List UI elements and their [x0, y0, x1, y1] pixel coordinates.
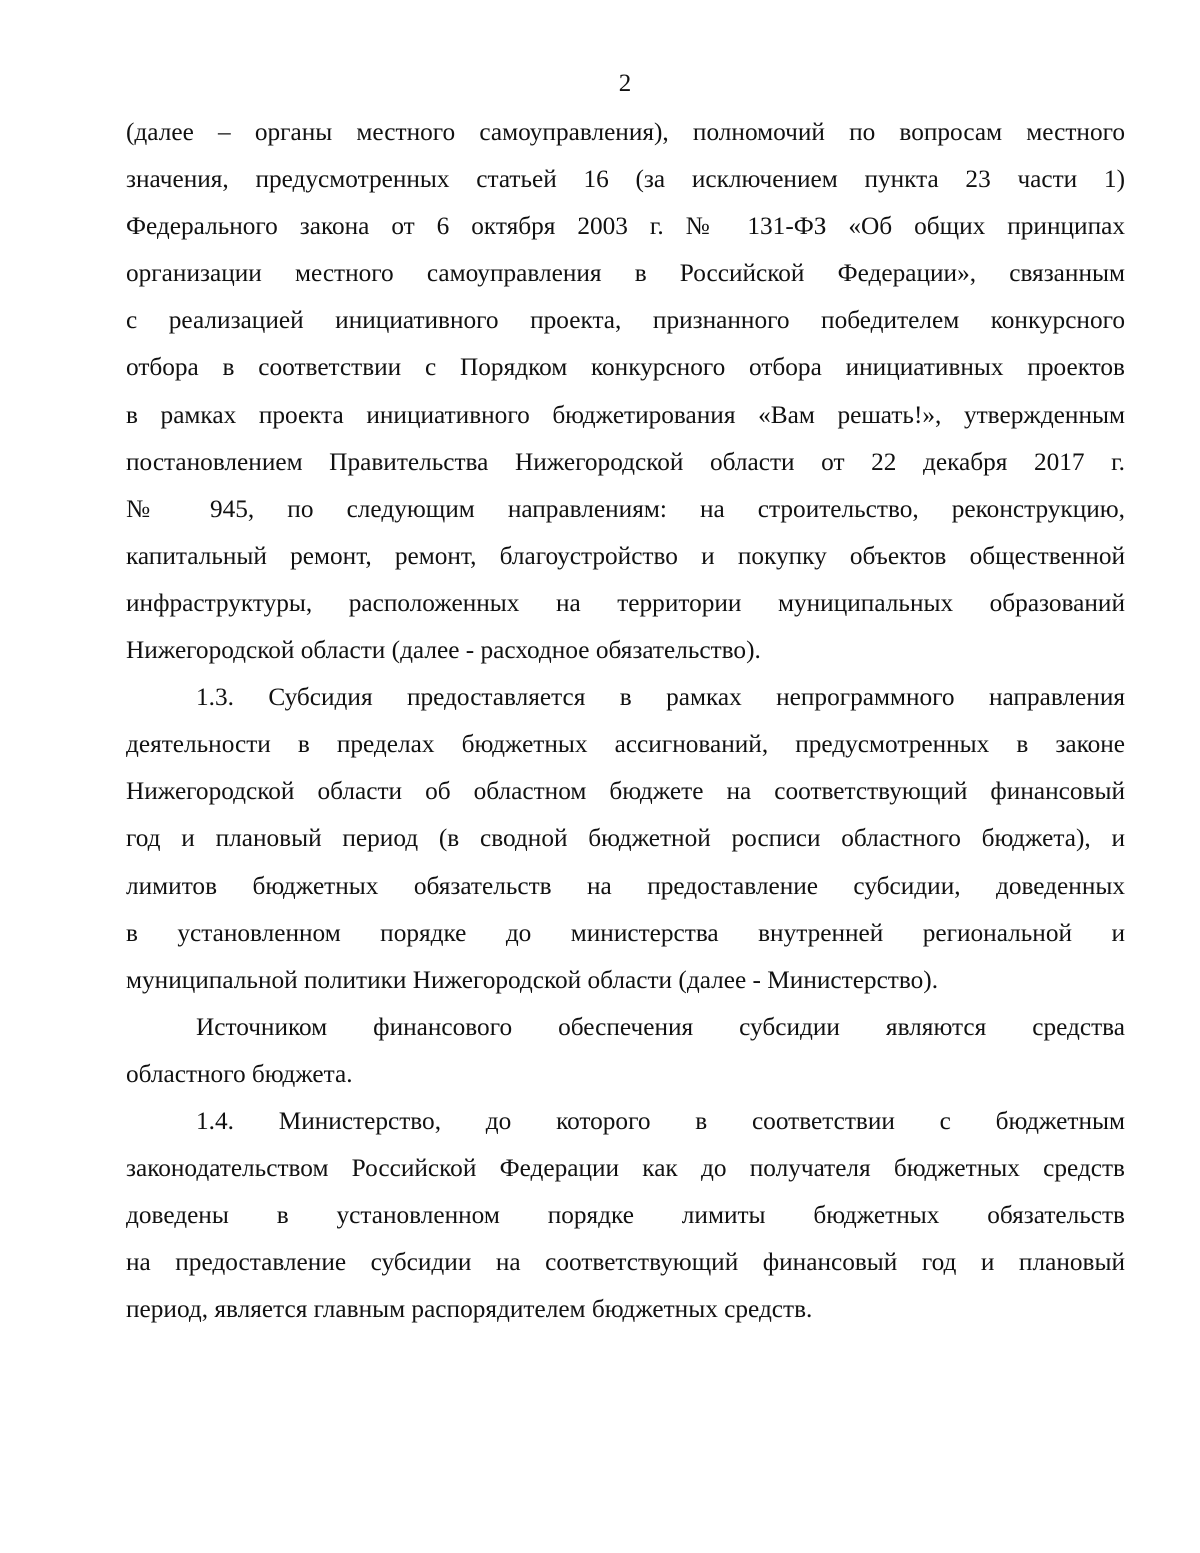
text-line: период, является главным распорядителем бюджетных средств.: [126, 1295, 813, 1324]
text-line: инфраструктуры, расположенных на территории муниципальных образований: [126, 588, 1125, 617]
text-line: год и плановый период (в сводной бюджетной росписи областного бюджета), и: [126, 824, 1125, 853]
text-line: муниципальной политики Нижегородской области (далее - Министерство).: [126, 965, 939, 994]
text-line: 1.4. Министерство, до которого в соответствии с бюджетным: [196, 1106, 1125, 1135]
text-line: 1.3. Субсидия предоставляется в рамках непрограммного направления: [196, 683, 1125, 712]
text-line: отбора в соответствии с Порядком конкурсного отбора инициативных проектов: [126, 353, 1125, 382]
text-line: значения, предусмотренных статьей 16 (за исключением пункта 23 части 1): [126, 165, 1125, 194]
text-line: Нижегородской области об областном бюджете на соответствующий финансовый: [126, 777, 1125, 806]
text-line: лимитов бюджетных обязательств на предоставление субсидии, доведенных: [126, 871, 1125, 900]
text-line: (далее – органы местного самоуправления), полномочий по вопросам местного: [126, 118, 1125, 146]
text-line: законодательством Российской Федерации как до получателя бюджетных средств: [126, 1154, 1125, 1183]
text-line: областного бюджета.: [126, 1059, 353, 1088]
text-line: на предоставление субсидии на соответствующий финансовый год и плановый: [126, 1248, 1125, 1277]
text-line: в установленном порядке до министерства внутренней региональной и: [126, 918, 1125, 947]
text-line: Федерального закона от 6 октября 2003 г. № 131-ФЗ «Об общих принципах: [126, 212, 1125, 241]
paragraph-continuation: [126, 109, 1125, 674]
text-line: в рамках проекта инициативного бюджетирования «Вам решать!», утвержденным: [126, 400, 1125, 429]
text-line: постановлением Правительства Нижегородской области от 22 декабря 2017 г.: [126, 447, 1125, 476]
paragraph-1-3: [126, 674, 1125, 1004]
text-line: № 945, по следующим направлениям: на строительство, реконструкцию,: [126, 494, 1125, 523]
text-line: с реализацией инициативного проекта, признанного победителем конкурсного: [126, 306, 1125, 335]
text-line: доведены в установленном порядке лимиты бюджетных обязательств: [126, 1201, 1125, 1230]
paragraph-funding-source: [126, 1004, 1125, 1098]
text-line: Источником финансового обеспечения субсидии являются средства: [196, 1012, 1125, 1041]
text-line: Нижегородской области (далее - расходное обязательство).: [126, 636, 761, 665]
text-line: деятельности в пределах бюджетных ассигнований, предусмотренных в законе: [126, 730, 1125, 759]
text-line: организации местного самоуправления в Российской Федерации», связанным: [126, 259, 1125, 288]
paragraph-1-4: [126, 1098, 1125, 1333]
page-number: 2: [618, 70, 632, 97]
document-body: [126, 109, 1125, 1333]
text-line: капитальный ремонт, ремонт, благоустройство и покупку объектов общественной: [126, 541, 1125, 570]
